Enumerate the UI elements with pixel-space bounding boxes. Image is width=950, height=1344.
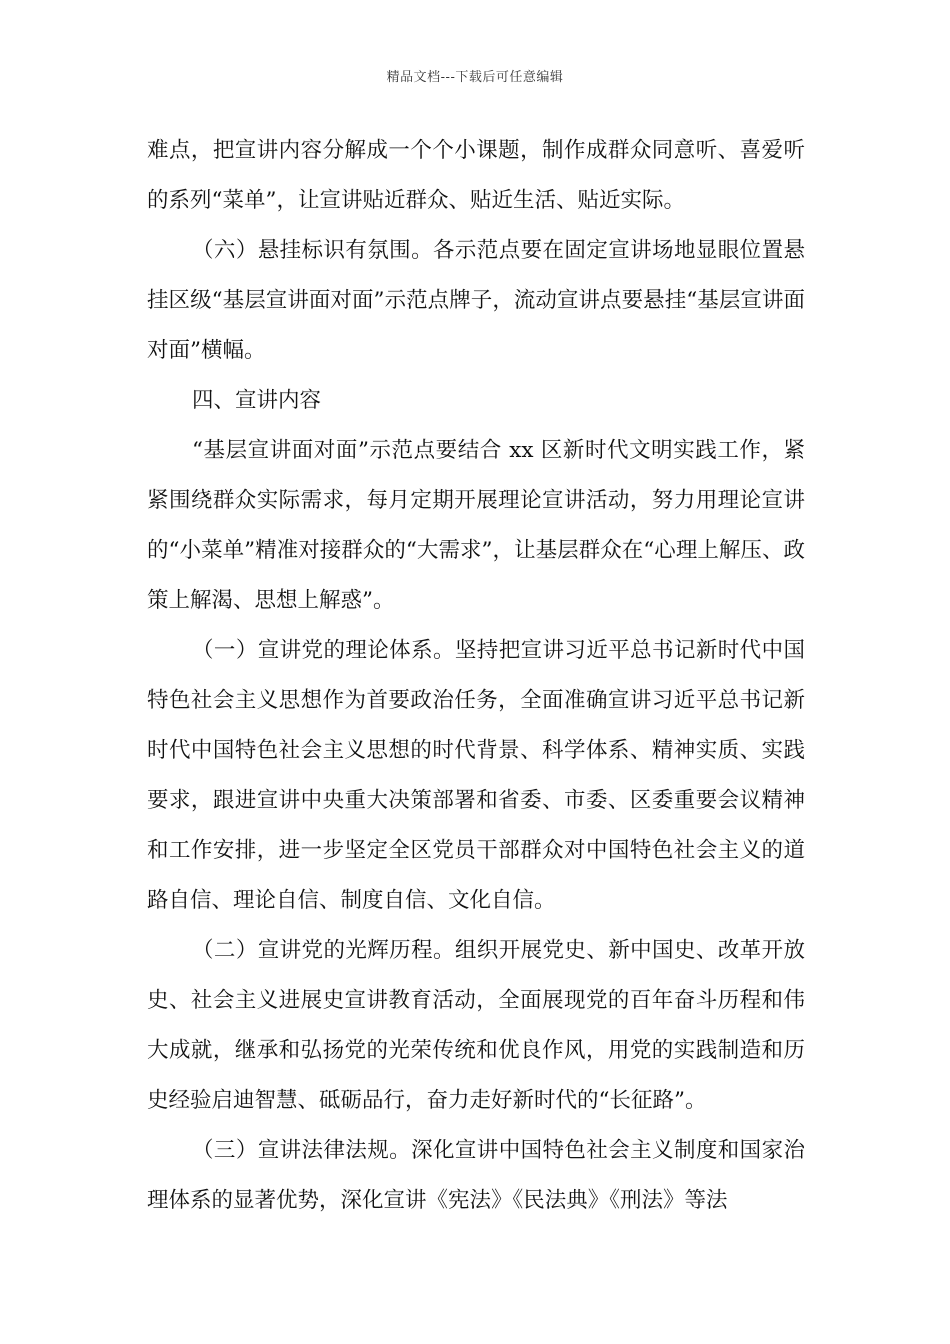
paragraph-1: 难点，把宣讲内容分解成一个个小课题，制作成群众同意听、喜爱听的系列“菜单”，让宣讲贴近群众、贴近生活、贴近实际。 — [147, 138, 805, 213]
paragraph-2: （六）悬挂标识有氛围。各示范点要在固定宣讲场地显眼位置悬挂区级“基层宣讲面对面”示范点牌子，流动宣讲点要悬挂“基层宣讲面对面”横幅。 — [147, 238, 805, 363]
paragraph-4: （一）宣讲党的理论体系。坚持把宣讲习近平总书记新时代中国特色社会主义思想作为首要政治任务，全面准确宣讲习近平总书记新时代中国特色社会主义思想的时代背景、科学体系、精神实质、实践要求，跟进宣讲中央重大决策部署和省委、市委、区委重要会议精神和工作安排，进一步坚定全区党员干部群众对中国特色社会主义的道路自信、理论自信、制度自信、文化自信。 — [147, 638, 805, 913]
paragraph-6: （三）宣讲法律法规。深化宣讲中国特色社会主义制度和国家治理体系的显著优势，深化宣讲《宪法》《民法典》《刑法》等法 — [147, 1138, 805, 1213]
paragraph-3: “基层宣讲面对面”示范点要结合 xx 区新时代文明实践工作，紧紧围绕群众实际需求，每月定期开展理论宣讲活动，努力用理论宣讲的“小菜单”精准对接群众的“大需求”，让基层群众在“心理上解压、政策上解渴、思想上解惑”。 — [147, 438, 805, 613]
section-heading: 四、宣讲内容 — [192, 388, 322, 413]
paragraph-5: （二）宣讲党的光辉历程。组织开展党史、新中国史、改革开放史、社会主义进展史宣讲教育活动，全面展现党的百年奋斗历程和伟大成就，继承和弘扬党的光荣传统和优良作风，用党的实践制造和历史经验启迪智慧、砥砺品行，奋力走好新时代的“长征路”。 — [147, 938, 805, 1113]
document-body — [147, 126, 805, 1226]
page-header: 精品文档---下载后可任意编辑 — [386, 70, 564, 85]
